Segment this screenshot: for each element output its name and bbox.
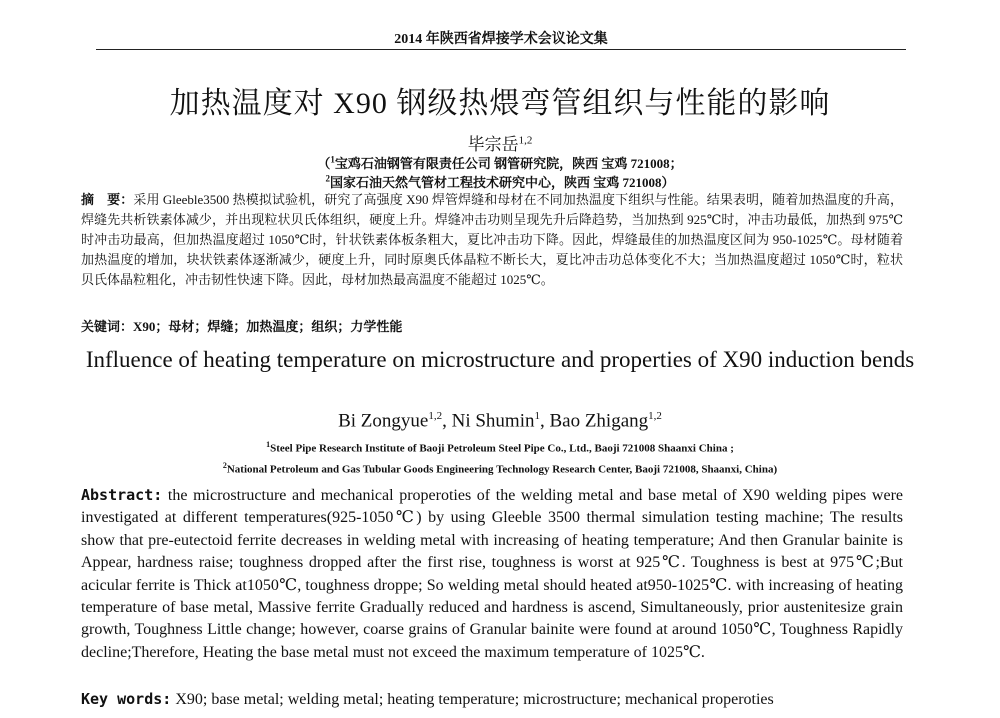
abstract-chinese	[81, 190, 903, 290]
affiliation-english-1-sup: 1	[266, 440, 271, 449]
keywords-chinese-label: 关键词：	[81, 319, 134, 334]
author-english-3: Bao Zhigang	[549, 410, 649, 432]
abstract-english	[81, 484, 903, 664]
title-english: Influence of heating temperature on microstructure and properties of X90 induction bends	[85, 347, 915, 372]
authors-english	[0, 410, 1000, 432]
keywords-english-text: X90; base metal; welding metal; heating temperature; microstructure; mechanical properoties	[175, 691, 774, 708]
affiliation-english-1-text: Steel Pipe Research Institute of Baoji Petroleum Steel Pipe Co., Ltd., Baoji 721008 Shaanxi China ;	[270, 442, 734, 455]
running-header: 2014 年陕西省焊接学术会议论文集	[394, 32, 608, 47]
author-english-1-sep: ,	[442, 410, 452, 432]
affiliation-chinese-1-text: 宝鸡石油钢管有限责任公司 钢管研究院，陕西 宝鸡 721008；	[334, 156, 683, 171]
keywords-chinese	[81, 316, 903, 335]
affiliation-chinese-1-sup: 1	[330, 154, 335, 165]
affiliation-english-2-text: National Petroleum and Gas Tubular Goods Engineering Technology Research Center, Baoji 721008, Shaanxi, China)	[226, 463, 778, 476]
title-chinese: 加热温度对 X90 钢级热煨弯管组织与性能的影响	[169, 87, 831, 120]
affiliation-english-2-sup: 2	[222, 461, 227, 470]
affiliation-chinese-2	[0, 172, 1000, 191]
keywords-english	[81, 690, 903, 709]
author-english-2: Ni Shumin	[451, 410, 535, 432]
abstract-english-text: the microstructure and mechanical properoties of the welding metal and base metal of X90 welding pipes were investigated at different temperatures(925-1050℃) by using Gleeble 3500 thermal simulation testing machine; The results show that pre-eutectoid ferrite decreases in welding metal with increasing of heating temperature; And then Granular bainite is Appear, hardness raise; toughness dropped after the first rise, toughness is worst at 925℃. Toughness is best at 975℃;But acicular ferrite is Thick at1050℃, toughness droppe; So welding metal should heated at950-1025℃. with increasing of heating temperature of base metal, Massive ferrite Gradually reduced and hardness is ascend, Simultaneously, prior austenitesize grain growth, Toughness Little change; however, coarse grains of Granular bainite were found at around 1050℃, Toughness Rapidly decline;Therefore, Heating the base metal must not exceed the maximum temperature of 1025℃.	[81, 487, 903, 661]
abstract-chinese-text: 采用 Gleeble3500 热模拟试验机，研究了高强度 X90 焊管焊缝和母材在不同加热温度下组织与性能。结果表明，随着加热温度的升高，焊缝先共析铁素体减少，并出现粒状贝氏体组织，硬度上升。焊缝冲击功则呈现先升后降趋势，当加热到 925℃时，冲击功最低，加热到 975℃时冲击功最高，但加热温度超过 1050℃时，针状铁素体板条粗大，夏比冲击功下降。因此，焊缝最佳的加热温度区间为 950-1025℃。母材随着加热温度的增加，块状铁素体逐渐减少，硬度上升，同时原奥氏体晶粒不断长大，夏比冲击功总体变化不大；当加热温度超过 1050℃时，粒状贝氏体晶粒粗化，冲击韧性快速下降。因此，母材加热最高温度不能超过 1025℃。	[81, 192, 903, 287]
affiliation-chinese-2-sup: 2	[325, 173, 330, 184]
affiliation-chinese-1	[0, 153, 1000, 172]
keywords-english-label: Key words:	[81, 690, 172, 708]
affiliation-english-1	[0, 440, 1000, 455]
affiliation-chinese-1-open: （	[317, 156, 331, 171]
keywords-chinese-text: X90；母材；焊缝；加热温度；组织；力学性能	[133, 319, 403, 334]
author-chinese	[0, 130, 1000, 155]
author-english-1-sup: 1,2	[428, 410, 443, 422]
affiliation-chinese-2-text: 国家石油天然气管材工程技术研究中心，陕西 宝鸡 721008）	[329, 175, 675, 190]
header-rule	[96, 49, 906, 50]
abstract-english-label: Abstract:	[81, 486, 163, 504]
author-chinese-name: 毕宗岳	[467, 135, 519, 154]
author-english-2-sup: 1	[534, 410, 540, 422]
author-english-1: Bi Zongyue	[338, 410, 429, 432]
abstract-chinese-label: 摘 要：	[81, 192, 134, 207]
author-english-3-sup: 1,2	[648, 410, 662, 422]
affiliation-english-2	[0, 461, 1000, 476]
author-chinese-sup: 1,2	[518, 134, 533, 147]
author-english-2-sep: ,	[539, 410, 550, 432]
